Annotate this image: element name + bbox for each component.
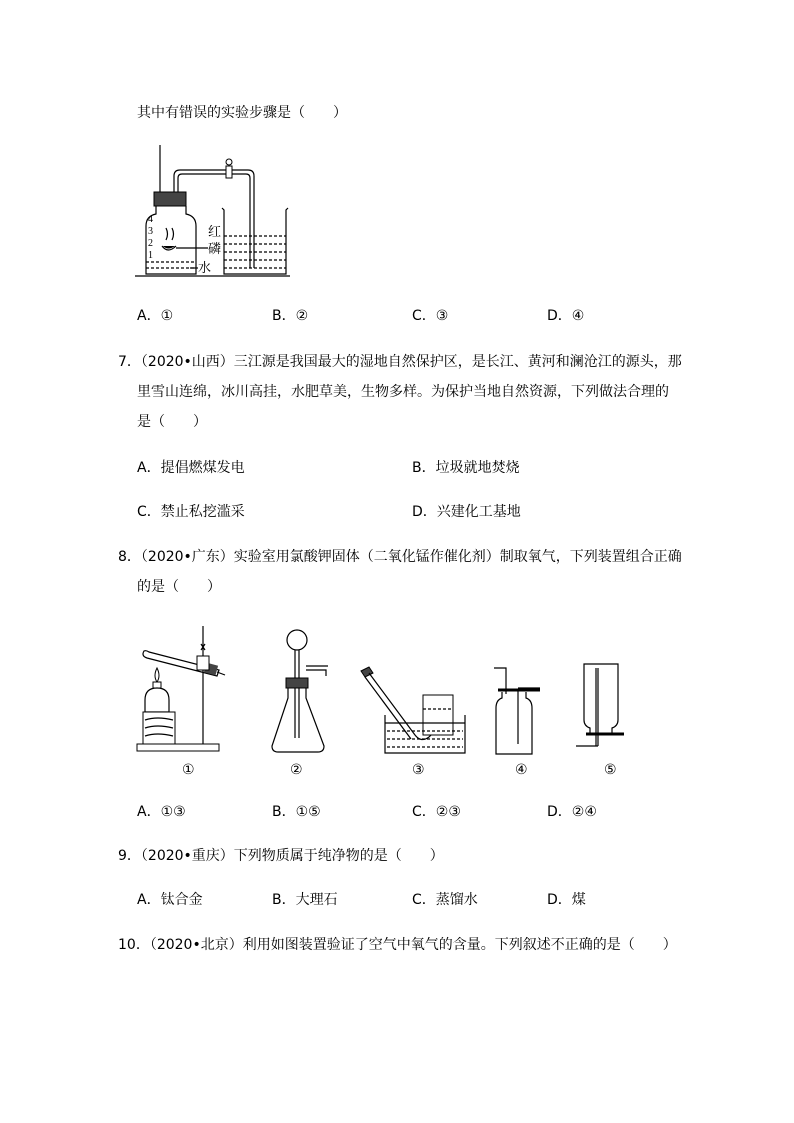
q8-option-a[interactable]: A．①③: [137, 804, 186, 820]
q7-option-c[interactable]: C．禁止私挖滥采: [137, 504, 245, 520]
q9-option-a[interactable]: A．钛合金: [137, 892, 203, 908]
mark-3: 3: [148, 226, 153, 237]
apparatus-4-gas-bottle: [488, 664, 548, 756]
apparatus-3-water-collection: [355, 665, 475, 757]
q8-option-b[interactable]: B．①⑤: [272, 804, 321, 820]
q6-option-a[interactable]: A．①: [137, 308, 174, 324]
q7-option-d[interactable]: D．兴建化工基地: [412, 504, 521, 520]
mark-2: 2: [148, 238, 153, 249]
q8-line-2: 的是（ ）: [137, 579, 221, 595]
q8-option-d[interactable]: D．②④: [547, 804, 597, 820]
q6-intro: 其中有错误的实验步骤是（ ）: [137, 105, 347, 121]
q9-option-d[interactable]: D．煤: [547, 892, 586, 908]
label-water: 水: [198, 261, 212, 276]
q6-oxygen-content-apparatus: [130, 140, 300, 280]
apparatus-2-label: ②: [290, 762, 303, 778]
apparatus-3-label: ③: [412, 762, 425, 778]
q6-option-d[interactable]: D．④: [547, 308, 585, 324]
q8-line-1: 8．（2020•广东）实验室用氯酸钾固体（二氧化锰作催化剂）制取氧气，下列装置组合正确: [118, 549, 682, 565]
q7-option-a[interactable]: A．提倡燃煤发电: [137, 460, 245, 476]
q6-option-b[interactable]: B．②: [272, 308, 309, 324]
q7-line-2: 里雪山连绵，冰川高挂，水肥草美，生物多样。为保护当地自然资源，下列做法合理的: [137, 384, 669, 400]
q7-line-3: 是（ ）: [137, 414, 207, 430]
label-red-phosphorus-1: 红: [208, 225, 222, 240]
mark-4: 4: [148, 214, 153, 225]
label-red-phosphorus-2: 磷: [208, 242, 222, 257]
apparatus-2-flask-setup: [270, 628, 360, 756]
apparatus-1-heating-setup: [135, 620, 225, 755]
mark-1: 1: [148, 250, 153, 261]
apparatus-4-label: ④: [515, 762, 528, 778]
q9-option-b[interactable]: B．大理石: [272, 892, 338, 908]
q7-line-1: 7．（2020•山西）三江源是我国最大的湿地自然保护区，是长江、黄河和澜沧江的源头，那: [118, 354, 682, 370]
q9-option-c[interactable]: C．蒸馏水: [412, 892, 478, 908]
q10-line-1: 10．（2020•北京）利用如图装置验证了空气中氧气的含量。下列叙述不正确的是（ ）: [118, 937, 677, 953]
q9-line-1: 9．（2020•重庆）下列物质属于纯净物的是（ ）: [118, 848, 444, 864]
q6-option-c[interactable]: C．③: [412, 308, 449, 324]
q7-option-b[interactable]: B．垃圾就地焚烧: [412, 460, 520, 476]
apparatus-5-inverted-bottle: [572, 662, 632, 754]
apparatus-5-label: ⑤: [604, 762, 617, 778]
apparatus-1-label: ①: [182, 762, 195, 778]
q8-option-c[interactable]: C．②③: [412, 804, 461, 820]
